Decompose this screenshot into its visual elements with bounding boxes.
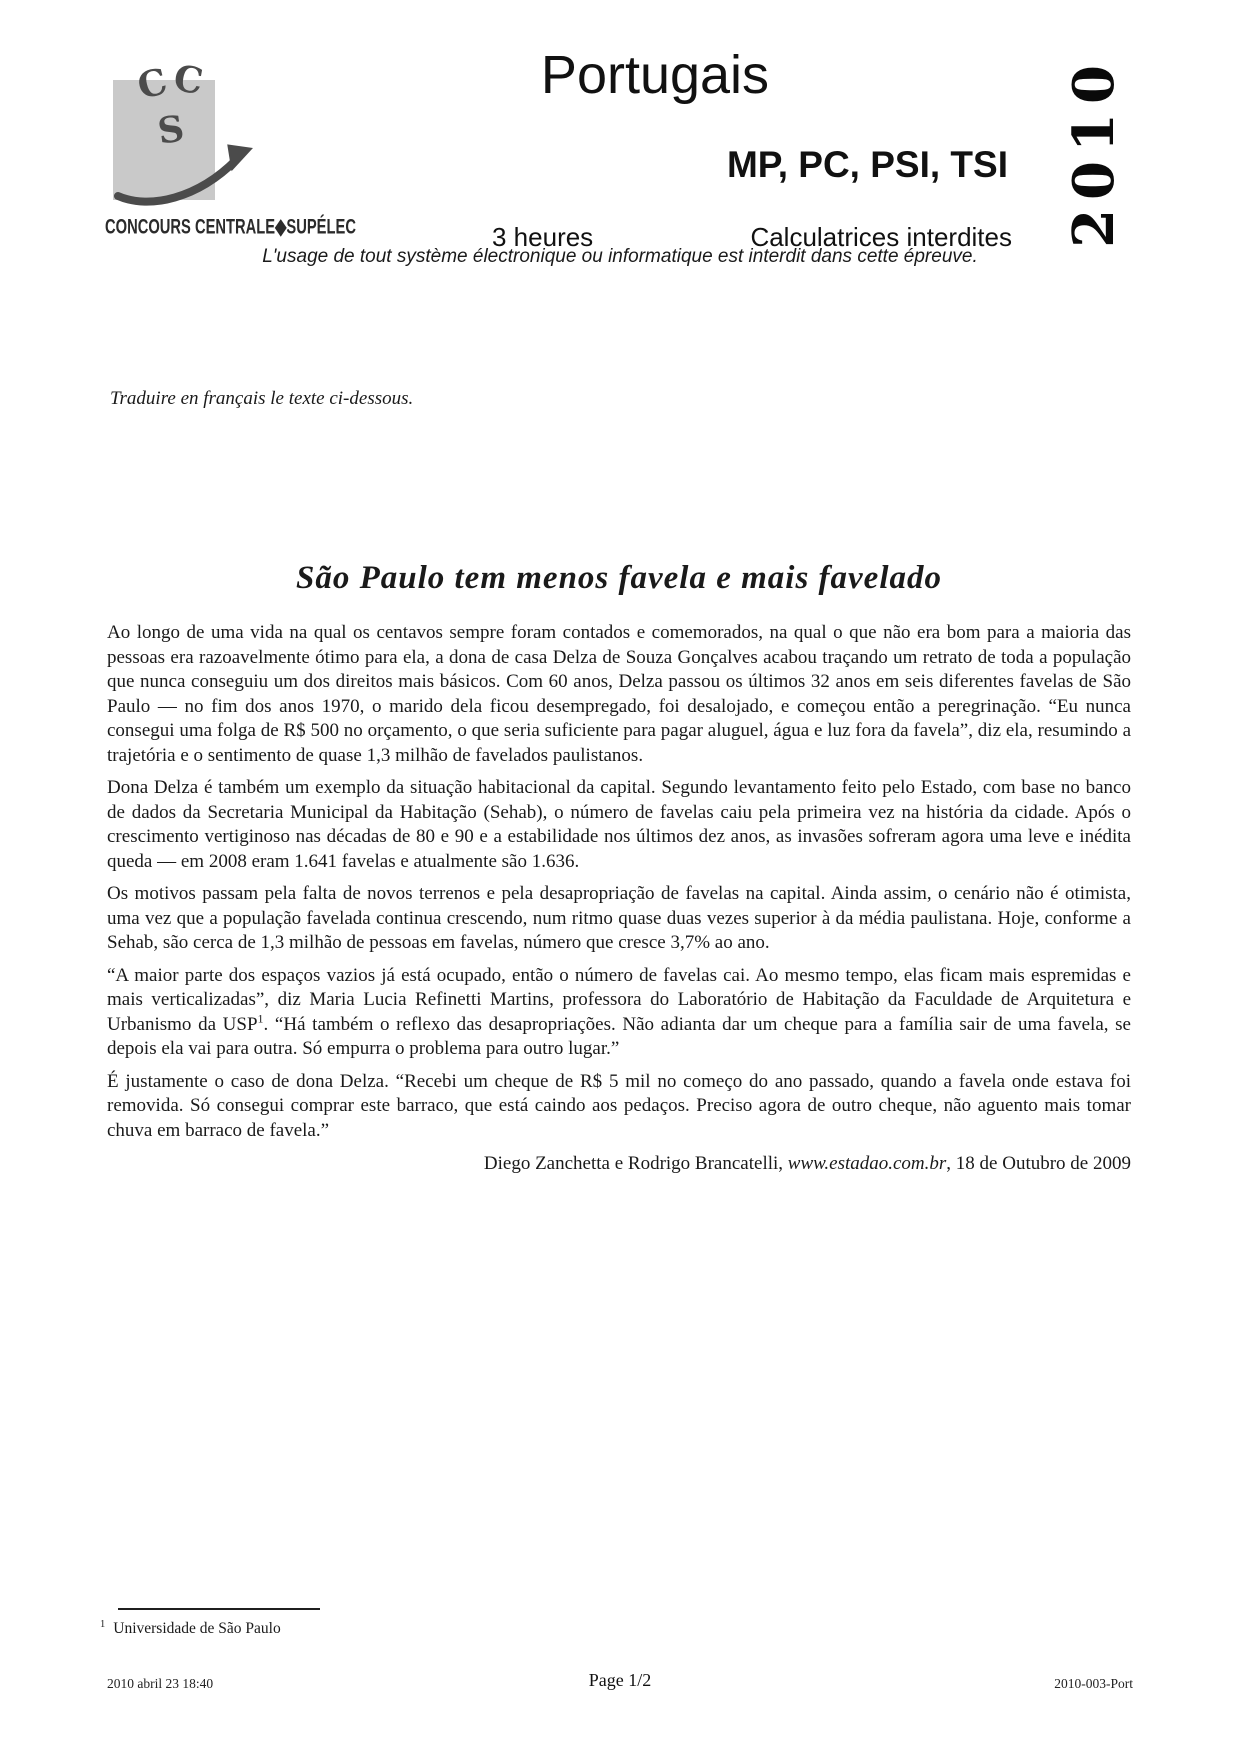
electronics-notice: L'usage de tout système électronique ou informatique est interdit dans cette épreuve.	[262, 246, 978, 267]
paragraph-1: Ao longo de uma vida na qual os centavos sempre foram contados e comemorados, na qual o que não era bom para a maioria das pessoas era razoavelmente ótimo para ela, a dona de casa Delza de Souza Gonçalves acabou traçando um retrato de toda a população que nunca conseguiu um dos direitos mais básicos. Com 60 anos, Delza passou os últimos 32 anos em seis diferentes favelas de São Paulo — no fim dos anos 1970, o marido dela ficou desempregado, foi desalojado, e começou então a peregrinação. “Eu nunca consegui uma folga de R$ 500 no orçamento, o que seria suficiente para pagar aluguel, água e luz fora da favela”, diz ela, resumindo a trajetória e o sentimento de quase 1,3 milhão de favelados paulistanos.	[107, 622, 1131, 766]
arrow-icon	[110, 138, 256, 210]
logo-letter-c: C	[133, 60, 172, 108]
year-badge	[1052, 46, 1136, 258]
footnote-marker: 1	[100, 1619, 106, 1630]
calculators-note: Calculatrices interdites	[750, 222, 1012, 252]
translation-instruction: Traduire en français le texte ci-dessous.	[110, 388, 414, 409]
paragraph-5: É justamente o caso de dona Delza. “Recebi um cheque de R$ 5 mil no começo do ano passado, quando a favela onde estava foi removida. Só consegui comprar este barraco, que está caindo aos pedaços. Preciso agora de outro cheque, não aguento mais tomar chuva em barraco de favela.”	[107, 1070, 1131, 1141]
document-code: 2010-003-Port	[1054, 1676, 1133, 1691]
article-title: São Paulo tem menos favela e mais favelado	[295, 560, 942, 596]
subject-title: Portugais	[540, 45, 770, 105]
tracks-list: MP, PC, PSI, TSI	[726, 144, 1008, 185]
paragraph-4-text: . “Há também o reflexo das desapropriações. Não adianta dar um cheque para a família sair de uma favela, se depois ela vai para outra. Só empurra o problema para outro lugar.”	[107, 1013, 1131, 1059]
byline-authors: Diego Zanchetta e Rodrigo Brancatelli,	[483, 1153, 788, 1174]
paragraph-4	[107, 964, 1131, 1062]
paragraph-4-text: “A maior parte dos espaços vazios já está ocupado, então o número de favelas cai. Ao mesmo tempo, elas ficam mais espremidas e mais verticalizadas”, diz Maria Lucia Refinetti Martins, professora do Laboratório de Habitação da Faculdade de Arquitetura e Urbanismo da USP	[107, 964, 1131, 1035]
page-number: Page 1/2	[588, 1670, 652, 1690]
footnote-divider	[118, 1608, 320, 1610]
byline-source: www.estadao.com.br	[787, 1153, 947, 1174]
paragraph-2: Dona Delza é também um exemplo da situação habitacional da capital. Segundo levantamento feito pelo Estado, com base no banco de dados da Secretaria Municipal da Habitação (Sehab), o número de favelas caiu pela primeira vez na história da cidade. Após o crescimento vertiginoso nas décadas de 80 e 90 e a estabilidade nos últimos dez anos, as invasões sofreram agora uma leve e inédita queda — em 2008 eram 1.641 favelas e atualmente são 1.636.	[107, 777, 1131, 872]
logo-letter-c: C	[170, 56, 207, 104]
paragraph-3: Os motivos passam pela falta de novos terrenos e pela desapropriação de favelas na capital. Ainda assim, o cenário não é otimista, uma vez que a população favelada continua crescendo, num ritmo quase duas vezes superior à da média paulistana. Hoje, conforme a Sehab, são cerca de 1,3 milhão de pessoas em favelas, número que cresce 3,7% ao ano.	[107, 883, 1131, 953]
year-text: 2010	[1061, 56, 1128, 248]
footnote-text: Universidade de São Paulo	[113, 1620, 281, 1638]
logo-caption: CONCOURS CENTRALE◆SUPÉLEC	[105, 215, 356, 239]
footnote	[100, 1615, 700, 1639]
byline-date: , 18 de Outubro de 2009	[946, 1153, 1131, 1174]
logo-letter-s: S	[155, 107, 187, 153]
page-footer	[107, 1670, 1133, 1700]
byline	[107, 1151, 1131, 1176]
article	[107, 558, 1131, 1176]
footer-timestamp: 2010 abril 23 18:40	[107, 1676, 214, 1691]
exam-duration: 3 heures	[492, 222, 594, 252]
footnote-reference: 1	[257, 1011, 264, 1026]
